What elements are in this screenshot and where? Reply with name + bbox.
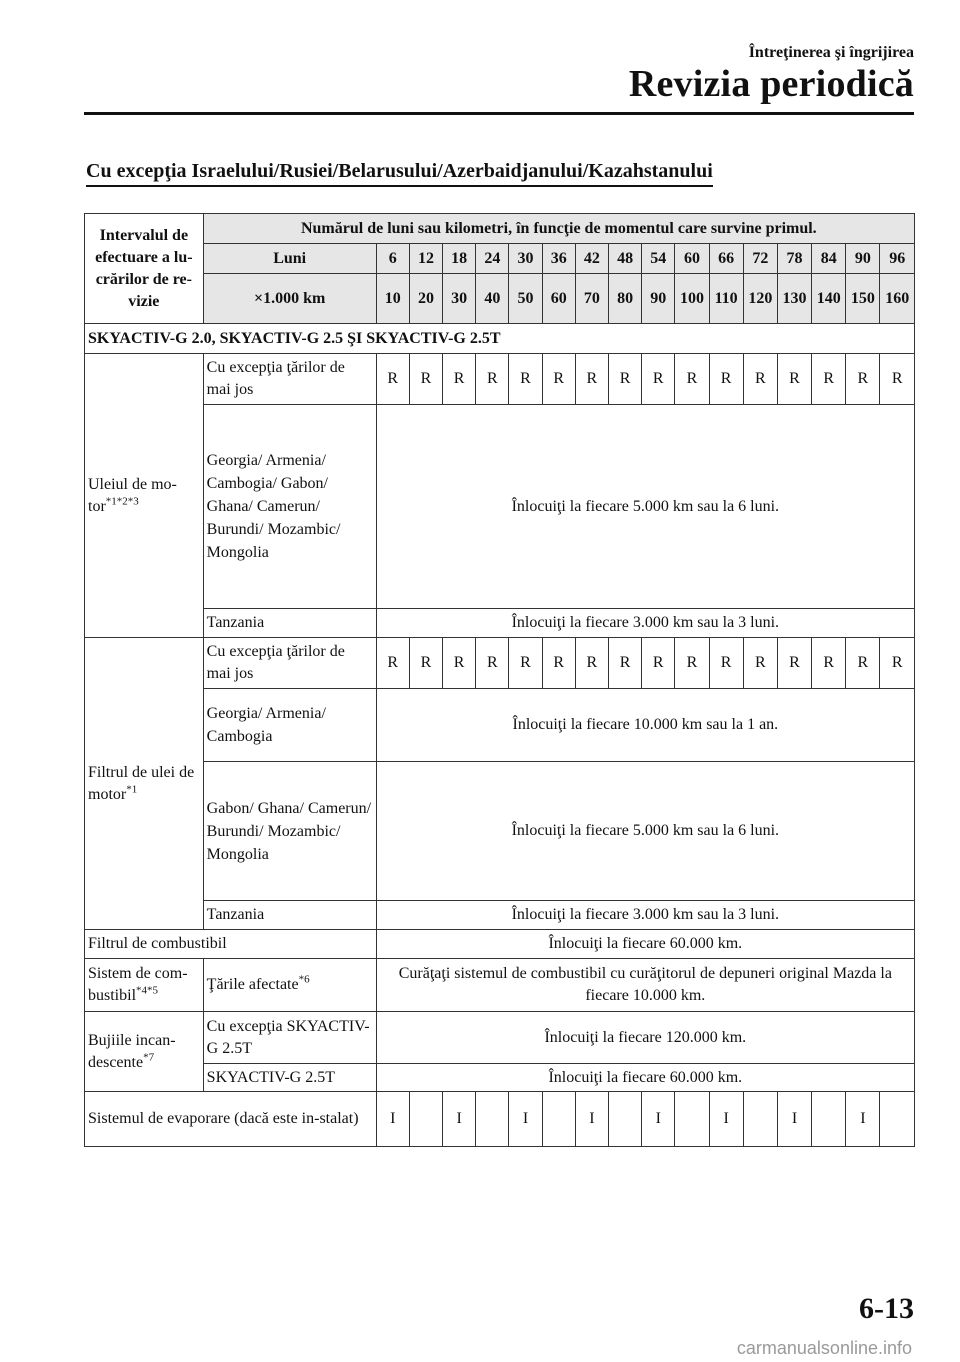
oil-cell: R bbox=[642, 354, 675, 405]
km-cell: 10 bbox=[376, 274, 409, 324]
fuel-filter-instruction: Înlocuiţi la fiecare 60.000 km. bbox=[376, 930, 914, 959]
filter-cell: R bbox=[675, 638, 709, 689]
km-cell: 120 bbox=[743, 274, 777, 324]
section-title: Cu excepţia Israelului/Rusiei/Belarusului/Azerbaidjanului/Kazahstanului bbox=[86, 158, 713, 187]
km-cell: 130 bbox=[777, 274, 811, 324]
km-cell: 80 bbox=[608, 274, 641, 324]
filter-cell: R bbox=[575, 638, 608, 689]
filter-cell: R bbox=[880, 638, 915, 689]
evap-cell bbox=[812, 1092, 846, 1147]
filter-cell: R bbox=[443, 638, 476, 689]
filter-group-2-instruction: Înlocuiţi la fiecare 5.000 km sau la 6 luni. bbox=[376, 762, 914, 901]
filter-cell: R bbox=[777, 638, 811, 689]
oil-tanzania-label: Tanzania bbox=[203, 609, 376, 638]
fuel-system-countries-text: Ţările afectate bbox=[206, 976, 299, 993]
km-cell: 50 bbox=[509, 274, 542, 324]
fuel-system-footnote: *4*5 bbox=[136, 984, 159, 997]
filter-cell: R bbox=[743, 638, 777, 689]
km-cell: 30 bbox=[443, 274, 476, 324]
km-cell: 40 bbox=[476, 274, 509, 324]
month-cell: 6 bbox=[376, 244, 409, 274]
filter-cell: R bbox=[812, 638, 846, 689]
oil-country-group-1: Georgia/ Armenia/ Cambogia/ Gabon/ Ghana/ Camerun/ Burundi/ Mozambic/ Mongolia bbox=[203, 405, 376, 609]
evap-cell bbox=[476, 1092, 509, 1147]
km-cell: 20 bbox=[409, 274, 442, 324]
month-cell: 84 bbox=[812, 244, 846, 274]
schedule-header: Numărul de luni sau kilometri, în funcţie de momentul care survine primul. bbox=[203, 214, 914, 244]
filter-group-1-instruction: Înlocuiţi la fiecare 10.000 km sau la 1 an. bbox=[376, 689, 914, 762]
evap-cell bbox=[743, 1092, 777, 1147]
oil-cell: R bbox=[608, 354, 641, 405]
evap-cell: I bbox=[575, 1092, 608, 1147]
fuel-system-countries bbox=[203, 959, 376, 1012]
fuel-system-label bbox=[85, 959, 204, 1012]
month-cell: 24 bbox=[476, 244, 509, 274]
evap-cell: I bbox=[846, 1092, 880, 1147]
fuel-system-text: Sistem de com-bustibil bbox=[88, 965, 188, 1004]
km-row bbox=[85, 274, 915, 324]
oil-cell: R bbox=[542, 354, 575, 405]
header-rule bbox=[84, 112, 914, 115]
evap-system-label: Sistemul de evaporare (dacă este in-stalat) bbox=[85, 1092, 377, 1147]
evap-cell: I bbox=[642, 1092, 675, 1147]
month-cell: 36 bbox=[542, 244, 575, 274]
filter-cell: R bbox=[509, 638, 542, 689]
oil-cell: R bbox=[812, 354, 846, 405]
page-number: 6-13 bbox=[859, 1292, 914, 1325]
engine-row: SKYACTIV-G 2.0, SKYACTIV-G 2.5 ŞI SKYACTIV-G 2.5T bbox=[85, 324, 915, 354]
maintenance-schedule-table bbox=[84, 213, 915, 1147]
engine-oil-label bbox=[85, 354, 204, 638]
filter-cell: R bbox=[409, 638, 442, 689]
filter-except-label: Cu excepţia ţărilor de mai jos bbox=[203, 638, 376, 689]
oil-cell: R bbox=[846, 354, 880, 405]
spark-plugs-row2-label: SKYACTIV-G 2.5T bbox=[203, 1064, 376, 1092]
month-cell: 42 bbox=[575, 244, 608, 274]
month-cell: 18 bbox=[443, 244, 476, 274]
engine-oil-footnote: *1*2*3 bbox=[105, 495, 139, 508]
spark-plugs-text: Bujiile incan-descente bbox=[88, 1031, 176, 1071]
filter-country-group-1: Georgia/ Armenia/ Cambogia bbox=[203, 689, 376, 762]
oil-group-1-instruction: Înlocuiţi la fiecare 5.000 km sau la 6 luni. bbox=[376, 405, 914, 609]
evap-cell: I bbox=[376, 1092, 409, 1147]
km-cell: 140 bbox=[812, 274, 846, 324]
oil-cell: R bbox=[509, 354, 542, 405]
oil-filter-text: Filtrul de ulei de motor bbox=[88, 763, 195, 803]
evap-cell: I bbox=[777, 1092, 811, 1147]
fuel-system-instruction: Curăţaţi sistemul de combustibil cu curăţitorul de depuneri original Mazda la fiecare 10.000 km. bbox=[376, 959, 914, 1012]
spark-plugs-row1-label: Cu excepţia SKYACTIV-G 2.5T bbox=[203, 1012, 376, 1064]
fuel-system-countries-footnote: *6 bbox=[298, 973, 310, 986]
month-cell: 90 bbox=[846, 244, 880, 274]
filter-cell: R bbox=[376, 638, 409, 689]
filter-cell: R bbox=[476, 638, 509, 689]
km-cell: 110 bbox=[709, 274, 743, 324]
months-row bbox=[85, 244, 915, 274]
page-title: Revizia periodică bbox=[628, 63, 914, 105]
month-cell: 30 bbox=[509, 244, 542, 274]
interval-header: Intervalul de efectuare a lu-crărilor de re-vizie bbox=[85, 214, 204, 324]
evap-cell bbox=[542, 1092, 575, 1147]
filter-tanzania-instruction: Înlocuiţi la fiecare 3.000 km sau la 3 luni. bbox=[376, 901, 914, 930]
filter-cell: R bbox=[709, 638, 743, 689]
km-cell: 90 bbox=[642, 274, 675, 324]
filter-cell: R bbox=[608, 638, 641, 689]
evap-cell: I bbox=[709, 1092, 743, 1147]
fuel-filter-label: Filtrul de combustibil bbox=[85, 930, 377, 959]
month-cell: 96 bbox=[880, 244, 915, 274]
oil-cell: R bbox=[443, 354, 476, 405]
km-label: ×1.000 km bbox=[203, 274, 376, 324]
spark-plugs-row2-instruction: Înlocuiţi la fiecare 60.000 km. bbox=[376, 1064, 914, 1092]
spark-plugs-label bbox=[85, 1012, 204, 1092]
month-cell: 54 bbox=[642, 244, 675, 274]
oil-cell: R bbox=[743, 354, 777, 405]
oil-cell: R bbox=[409, 354, 442, 405]
oil-cell: R bbox=[880, 354, 915, 405]
km-cell: 70 bbox=[575, 274, 608, 324]
oil-filter-label bbox=[85, 638, 204, 930]
oil-cell: R bbox=[675, 354, 709, 405]
oil-cell: R bbox=[376, 354, 409, 405]
evap-cell: I bbox=[509, 1092, 542, 1147]
km-cell: 150 bbox=[846, 274, 880, 324]
km-cell: 60 bbox=[542, 274, 575, 324]
oil-cell: R bbox=[777, 354, 811, 405]
filter-cell: R bbox=[642, 638, 675, 689]
engine-oil-text: Uleiul de mo-tor bbox=[88, 475, 177, 515]
evap-cell bbox=[409, 1092, 442, 1147]
evap-cell: I bbox=[443, 1092, 476, 1147]
oil-cell: R bbox=[476, 354, 509, 405]
month-cell: 78 bbox=[777, 244, 811, 274]
oil-cell: R bbox=[709, 354, 743, 405]
month-cell: 72 bbox=[743, 244, 777, 274]
oil-filter-footnote: *1 bbox=[126, 783, 138, 796]
spark-plugs-footnote: *7 bbox=[143, 1051, 155, 1064]
spark-plugs-row1-instruction: Înlocuiţi la fiecare 120.000 km. bbox=[376, 1012, 914, 1064]
km-cell: 100 bbox=[675, 274, 709, 324]
header-subtitle: Întreţinerea şi îngrijirea bbox=[748, 44, 914, 61]
evap-cell bbox=[880, 1092, 915, 1147]
oil-tanzania-instruction: Înlocuiţi la fiecare 3.000 km sau la 3 luni. bbox=[376, 609, 914, 638]
filter-cell: R bbox=[846, 638, 880, 689]
filter-country-group-2: Gabon/ Ghana/ Camerun/ Burundi/ Mozambic/ Mongolia bbox=[203, 762, 376, 901]
oil-cell: R bbox=[575, 354, 608, 405]
evap-cell bbox=[608, 1092, 641, 1147]
month-cell: 60 bbox=[675, 244, 709, 274]
month-cell: 12 bbox=[409, 244, 442, 274]
month-cell: 66 bbox=[709, 244, 743, 274]
filter-cell: R bbox=[542, 638, 575, 689]
oil-except-label: Cu excepţia ţărilor de mai jos bbox=[203, 354, 376, 405]
evap-cell bbox=[675, 1092, 709, 1147]
month-cell: 48 bbox=[608, 244, 641, 274]
watermark: carmanualsonline.info bbox=[736, 1338, 912, 1358]
filter-tanzania-label: Tanzania bbox=[203, 901, 376, 930]
km-cell: 160 bbox=[880, 274, 915, 324]
months-label: Luni bbox=[203, 244, 376, 274]
